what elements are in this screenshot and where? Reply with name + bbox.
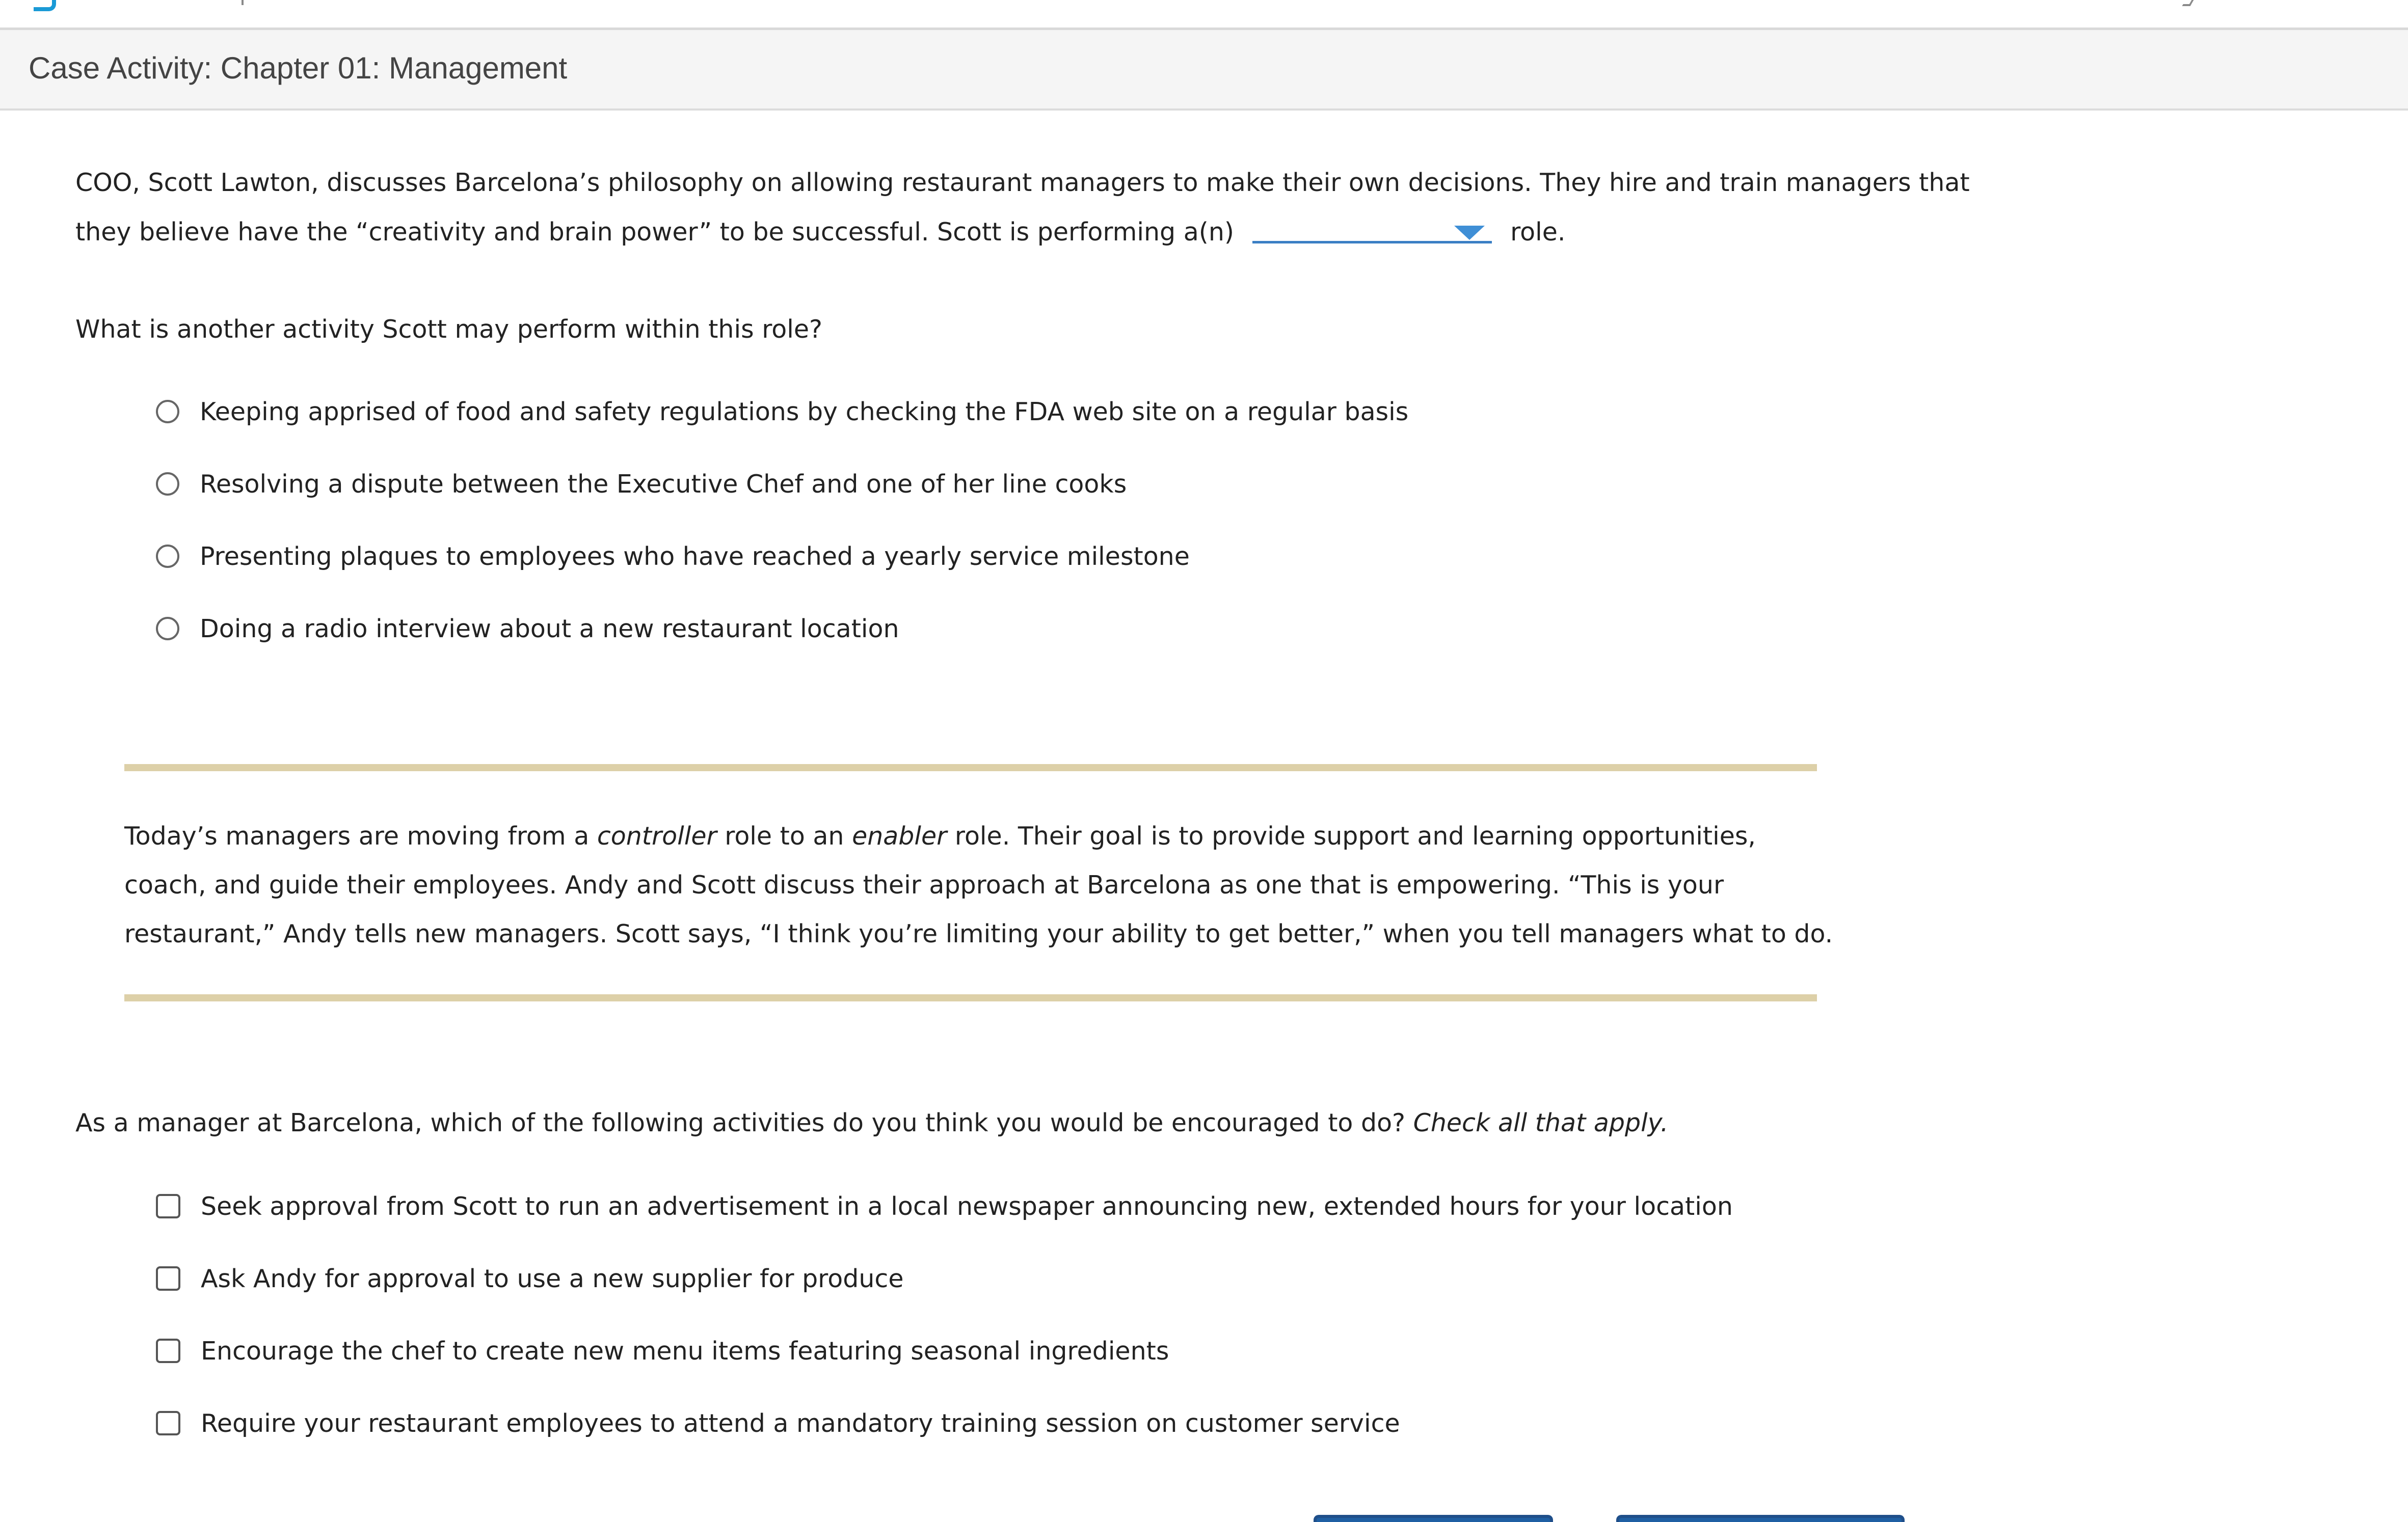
intro-line-1: COO, Scott Lawton, discusses Barcelona’s philosophy on allowing restaurant managers to make their own decisions. They hire and train managers that [75,168,1970,197]
callout-line-1 [124,812,1833,861]
callout-text [124,812,1833,959]
checkbox-option-label: Require your restaurant employees to attend a mandatory training session on customer service [201,1408,1400,1438]
radio-option-4[interactable] [156,613,899,644]
activity-header [0,30,2408,111]
checkbox[interactable] [156,1339,180,1363]
checkbox-option-1[interactable] [156,1191,1733,1221]
question-2-instruction: Check all that apply. [1413,1108,1669,1137]
footer-button-right[interactable] [1616,1515,1905,1522]
nav-divider [242,0,244,5]
checkbox[interactable] [156,1266,180,1291]
intro-line-2 [75,207,1970,257]
question-2-prompt-text: As a manager at Barcelona, which of the following activities do you think you would be encouraged to do? [75,1108,1413,1137]
radio-option-2[interactable] [156,469,1127,499]
checkbox-option-2[interactable] [156,1263,903,1294]
callout-line-2: coach, and guide their employees. Andy and Scott discuss their approach at Barcelona as one that is empowering. “This is your [124,871,1724,900]
footer-button-left[interactable] [1314,1515,1553,1522]
radio-option-1[interactable] [156,396,1408,427]
checkbox-option-label: Ask Andy for approval to use a new supplier for produce [201,1264,904,1293]
emphasis-controller: controller [597,822,717,851]
radio-button[interactable] [156,400,179,423]
intro-paragraph [75,158,1970,257]
radio-option-label: Keeping apprised of food and safety regulations by checking the FDA web site on a regular basis [200,397,1409,426]
checkbox[interactable] [156,1411,180,1435]
radio-option-label: Doing a radio interview about a new restaurant location [200,614,899,643]
page-title: Case Activity: Chapter 01: Management [29,51,568,85]
callout-line-3: restaurant,” Andy tells new managers. Scott says, “I think you’re limiting your ability to get better,” when you tell managers what to do. [124,919,1833,948]
checkbox-option-4[interactable] [156,1408,1400,1438]
dropdown-caret-icon [1454,226,1485,240]
radio-button[interactable] [156,617,179,640]
callout-bottom-rule [124,994,1817,1001]
radio-option-label: Presenting plaques to employees who have reached a yearly service milestone [200,541,1190,571]
chevron-down-icon[interactable] [2182,0,2194,6]
brand-logo-icon[interactable] [34,0,56,11]
role-dropdown[interactable] [1252,218,1492,243]
question-1-prompt: What is another activity Scott may perform within this role? [75,315,823,344]
callout-line-1-part-b: role to an [716,822,852,851]
callout-line-1-part-a: Today’s managers are moving from a [124,822,597,851]
intro-line-2-suffix: role. [1510,218,1566,247]
top-navigation-bar [0,0,2408,30]
emphasis-enabler: enabler [852,822,947,851]
radio-button[interactable] [156,545,179,568]
question-2-prompt [75,1108,1668,1137]
intro-line-2-text: they believe have the “creativity and brain power” to be successful. Scott is performing a(n) [75,218,1235,247]
callout-line-1-part-c: role. Their goal is to provide support and learning opportunities, [947,822,1756,851]
checkbox-option-3[interactable] [156,1336,1169,1366]
checkbox[interactable] [156,1194,180,1218]
checkbox-option-label: Seek approval from Scott to run an advertisement in a local newspaper announcing new, extended hours for your location [201,1191,1733,1221]
radio-option-label: Resolving a dispute between the Executive Chef and one of her line cooks [200,469,1127,499]
radio-option-3[interactable] [156,541,1190,572]
callout-top-rule [124,764,1817,771]
radio-button[interactable] [156,472,179,496]
checkbox-option-label: Encourage the chef to create new menu items featuring seasonal ingredients [201,1336,1169,1366]
